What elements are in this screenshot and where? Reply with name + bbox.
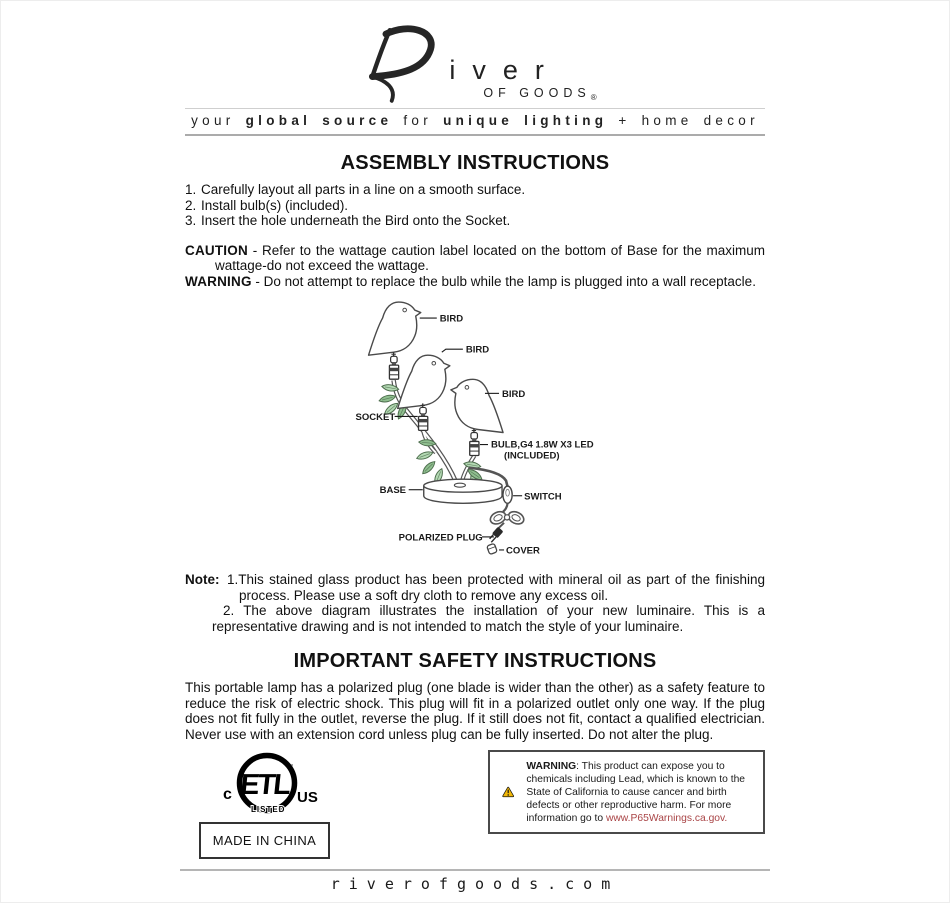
made-in-china-box: MADE IN CHINA: [199, 822, 330, 859]
safety-paragraph: This portable lamp has a polarized plug (one blade is wider than the other) as a safety feature to reduce the risk of electric shock. This plug will fit in a polarized outlet only one way. If the plug does not fit fully in the outlet, reverse the plug. If it still does not fit, contact a qualified electrician. Never use with an extension cord unless plug can be fully inserted. Do not alter the plug.: [185, 680, 765, 742]
label-bird-1: BIRD: [439, 313, 464, 325]
label-bulb-line2: (INCLUDED): [504, 450, 560, 462]
safety-title: IMPORTANT SAFETY INSTRUCTIONS: [293, 650, 657, 672]
etl-c: c: [223, 786, 232, 803]
note-item-2: 2. The above diagram illustrates the installation of your new luminaire. This is a representative drawing and is not intended to match the style of your luminaire.: [212, 603, 765, 634]
note-block: [185, 572, 765, 634]
prop65-link[interactable]: www.P65Warnings.ca.gov.: [605, 812, 728, 824]
prop65-label: WARNING: [526, 760, 577, 772]
lamp-diagram-drawing: [335, 297, 647, 563]
note-label: Note:: [185, 572, 220, 587]
assembly-title: ASSEMBLY INSTRUCTIONS: [340, 152, 610, 174]
assembly-step: 3. Insert the hole underneath the Bird onto the Socket.: [185, 213, 511, 228]
socket-drawing: [470, 428, 479, 455]
river-brush-r-icon: [353, 25, 445, 105]
label-socket: SOCKET: [355, 411, 396, 423]
label-cover: COVER: [506, 545, 540, 557]
label-bird-2: BIRD: [465, 344, 490, 356]
label-switch: SWITCH: [524, 491, 562, 503]
footer-url: riverofgoods.com: [330, 875, 620, 893]
etl-listed: LISTED: [251, 805, 286, 814]
svg-text:™: ™: [287, 764, 293, 770]
etl-letters: ETL: [238, 769, 291, 801]
brand-tagline: your global source for unique lighting + home decor: [185, 108, 765, 136]
bird-drawing: [369, 302, 421, 355]
etl-us: US: [297, 789, 318, 806]
bird-drawing: [451, 379, 503, 432]
prop65-warning-box: [488, 750, 765, 834]
switch-drawing: [503, 486, 512, 503]
label-base: BASE: [379, 485, 407, 497]
bird-drawing: [398, 355, 450, 408]
base-drawing: [424, 479, 502, 503]
socket-drawing: [389, 352, 398, 379]
assembly-steps: [185, 182, 765, 229]
warning-triangle-icon: [502, 767, 514, 817]
note-item-1: 1.This stained glass product has been protected with mineral oil as part of the finishing process. Please use a soft dry cloth to remove any excess oil.: [227, 572, 765, 603]
cover-drawing: [487, 543, 498, 554]
caution-label: CAUTION: [185, 242, 248, 258]
label-bird-3: BIRD: [502, 388, 526, 400]
cord-bow-drawing: [488, 509, 525, 526]
registered-mark: ®: [590, 93, 597, 103]
logo-subtitle: OF $GOODS_®$: [483, 86, 597, 103]
brand-logo: [185, 19, 765, 105]
label-bulb-line1: BULB,G4 1.8W X3 LED: [491, 439, 594, 451]
etl-listed-icon: [215, 750, 319, 820]
label-polarized-plug: POLARIZED PLUG: [398, 532, 483, 544]
assembly-step: 2. Install bulb(s) (included).: [185, 197, 349, 213]
certifications-block: [199, 750, 330, 859]
warning-paragraph: WARNING - Do not attempt to replace the bulb while the lamp is plugged into a wall receptacle.: [185, 273, 756, 289]
warning-label: WARNING: [185, 273, 252, 289]
socket-drawing: [419, 403, 428, 430]
prop65-text: WARNING: This product can expose you to chemicals including Lead, which is known to the State of California to cause cancer and birth defects or other reproductive harm. For more information go to www.P65Warnings.ca.gov.: [526, 760, 746, 824]
lamp-assembly-diagram: [335, 297, 647, 568]
assembly-step: 1. Carefully layout all parts in a line on a smooth surface.: [185, 182, 526, 197]
logo-word-iver: iver: [449, 55, 561, 86]
caution-paragraph: CAUTION - Refer to the wattage caution label located on the bottom of Base for the maximum wattage-do not exceed the wattage.: [185, 242, 765, 273]
footer: [180, 869, 770, 893]
diagram-leader-lines: [395, 318, 522, 550]
plug-drawing: [487, 527, 503, 544]
